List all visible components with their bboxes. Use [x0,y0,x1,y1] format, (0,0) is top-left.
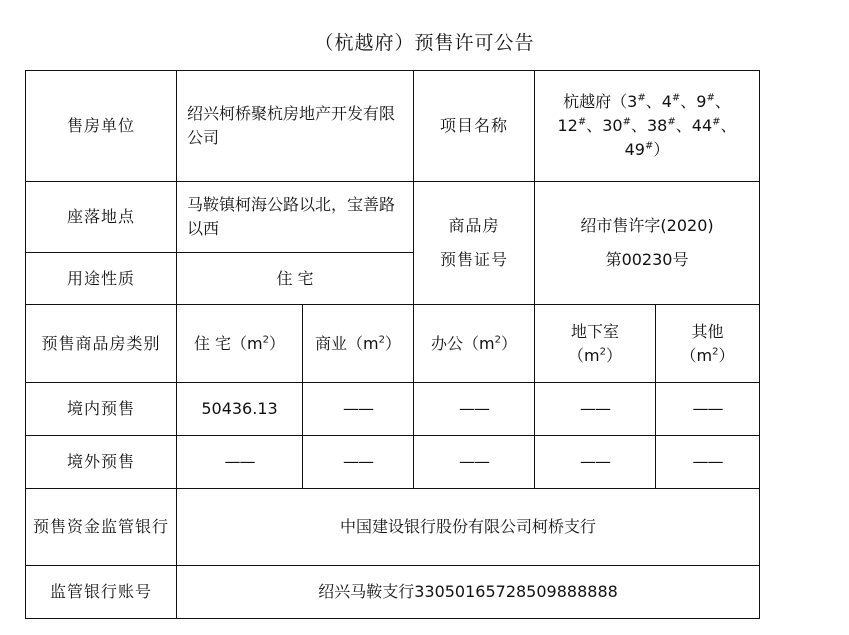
col-commercial: 商业$(m^2)$ [303,305,414,383]
bank-value: 中国建设银行股份有限公司柯桥支行 [177,489,760,566]
domestic-label: 境内预售 [26,383,177,436]
category-label: 预售商品房类别 [26,305,177,383]
overseas-commercial: —— [303,436,414,489]
usage-value: 住 宅 [177,253,414,305]
account-value: 绍兴马鞍支行33050165728509888888 [177,566,760,619]
location-value: 马鞍镇柯海公路以北，宝善路以西 [177,182,414,253]
col-other [656,305,760,383]
bank-label: 预售资金监管银行 [26,489,177,566]
overseas-label: 境外预售 [26,436,177,489]
overseas-other: —— [656,436,760,489]
seller-value: 绍兴柯桥聚杭房地产开发有限公司 [177,71,414,182]
domestic-basement: —— [535,383,656,436]
project-name-line: 杭越府（3#、4#、9#、 [563,92,731,111]
col-basement [535,305,656,383]
permit-number-value [535,182,760,305]
overseas-residential: —— [177,436,303,489]
table-row [26,566,760,619]
overseas-basement: —— [535,436,656,489]
project-name-line: 49#） [624,140,670,159]
project-name-line: 12#、30#、38#、44#、 [557,116,737,135]
overseas-office: —— [414,436,535,489]
table-row [26,305,760,383]
table-row [26,182,760,253]
permit-table [25,70,760,619]
col-office: 办公$(m^2)$ [414,305,535,383]
account-label: 监管银行账号 [26,566,177,619]
col-basement-line: $(m^2)$ [568,345,622,365]
table-row [26,489,760,566]
domestic-residential: 50436.13 [177,383,303,436]
permit-number-line: 第00230号 [605,250,689,269]
page-title: （杭越府）预售许可公告 [314,32,535,54]
usage-label: 用途性质 [26,253,177,305]
project-name-label: 项目名称 [414,71,535,182]
permit-number-line: 绍市售许字(2020) [580,216,714,235]
col-other-line: $(m^2)$ [680,345,735,365]
table-row [26,383,760,436]
col-other-line: 其他 [691,321,724,341]
project-name-value [535,71,760,182]
domestic-other: —— [656,383,760,436]
table-row [26,71,760,182]
domestic-office: —— [414,383,535,436]
seller-label: 售房单位 [26,71,177,182]
table-row [26,436,760,489]
domestic-commercial: —— [303,383,414,436]
location-label: 座落地点 [26,182,177,253]
col-residential: 住 宅$(m^2)$ [177,305,303,383]
col-basement-line: 地下室 [571,321,620,341]
permit-number-label [414,182,535,305]
permit-number-label-line: 预售证号 [440,250,509,269]
permit-number-label-line: 商品房 [448,216,500,235]
